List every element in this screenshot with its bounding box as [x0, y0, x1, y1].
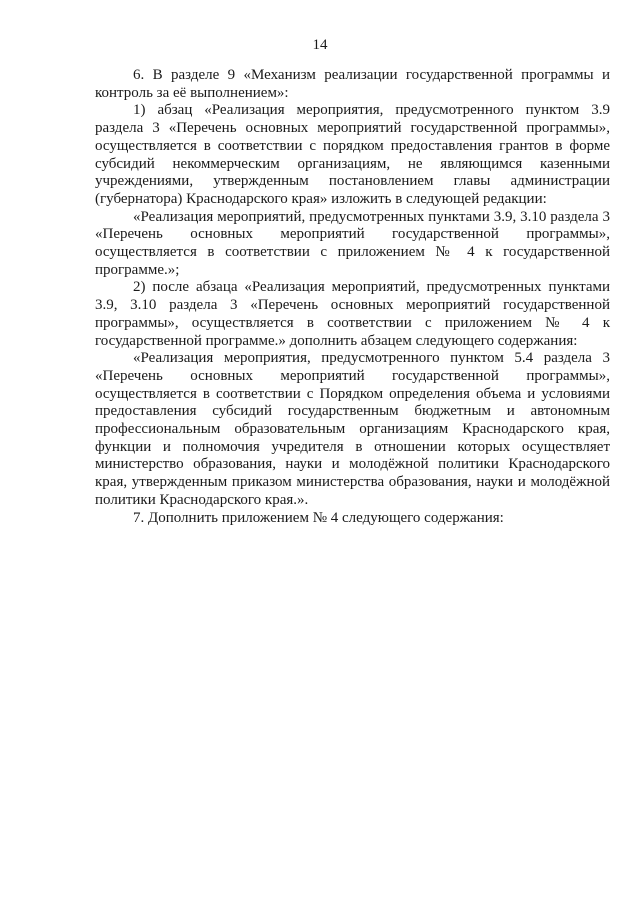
page-number: 14: [312, 37, 328, 53]
paragraph-section-6-heading: 6. В разделе 9 «Механизм реализации государственной программы и контроль за её выполнением»:: [95, 67, 610, 101]
paragraph-item-1: 1) абзац «Реализация мероприятия, предусмотренного пунктом 3.9 раздела 3 «Перечень основных мероприятий государственной программы», осуществляется в соответствии с порядком предоставления грантов в форме субсидий некоммерческим организациям, не являющимся казенными учреждениями, утвержденным постановлением главы администрации (губернатора) Краснодарского края» изложить в следующей редакции:: [95, 102, 610, 207]
paragraph-new-wording: «Реализация мероприятий, предусмотренных пунктами 3.9, 3.10 раздела 3 «Перечень основных мероприятий государственной программы», осуществляется в соответствии с приложением № 4 к государственной программе.»;: [95, 208, 610, 278]
paragraph-added-text: «Реализация мероприятия, предусмотренного пунктом 5.4 раздела 3 «Перечень основных мероприятий государственной программы», осуществляется в соответствии с Порядком определения объема и условиями предоставления субсидий государственным бюджетным и автономным профессиональным образовательным организациям Краснодарского края, функции и полномочия учредителя в отношении которых осуществляет министерство образования, науки и молодёжной политики Краснодарского края, утвержденным приказом министерства образования, науки и молодёжной политики Краснодарского края.».: [95, 350, 610, 508]
document-body: [95, 67, 610, 527]
paragraph-section-7: 7. Дополнить приложением № 4 следующего содержания:: [133, 509, 504, 526]
paragraph-item-2: 2) после абзаца «Реализация мероприятий, предусмотренных пунктами 3.9, 3.10 раздела 3 «Перечень основных мероприятий государственной программы», осуществляется в соответствии с приложением № 4 к государственной программе.» дополнить абзацем следующего содержания:: [95, 279, 610, 349]
